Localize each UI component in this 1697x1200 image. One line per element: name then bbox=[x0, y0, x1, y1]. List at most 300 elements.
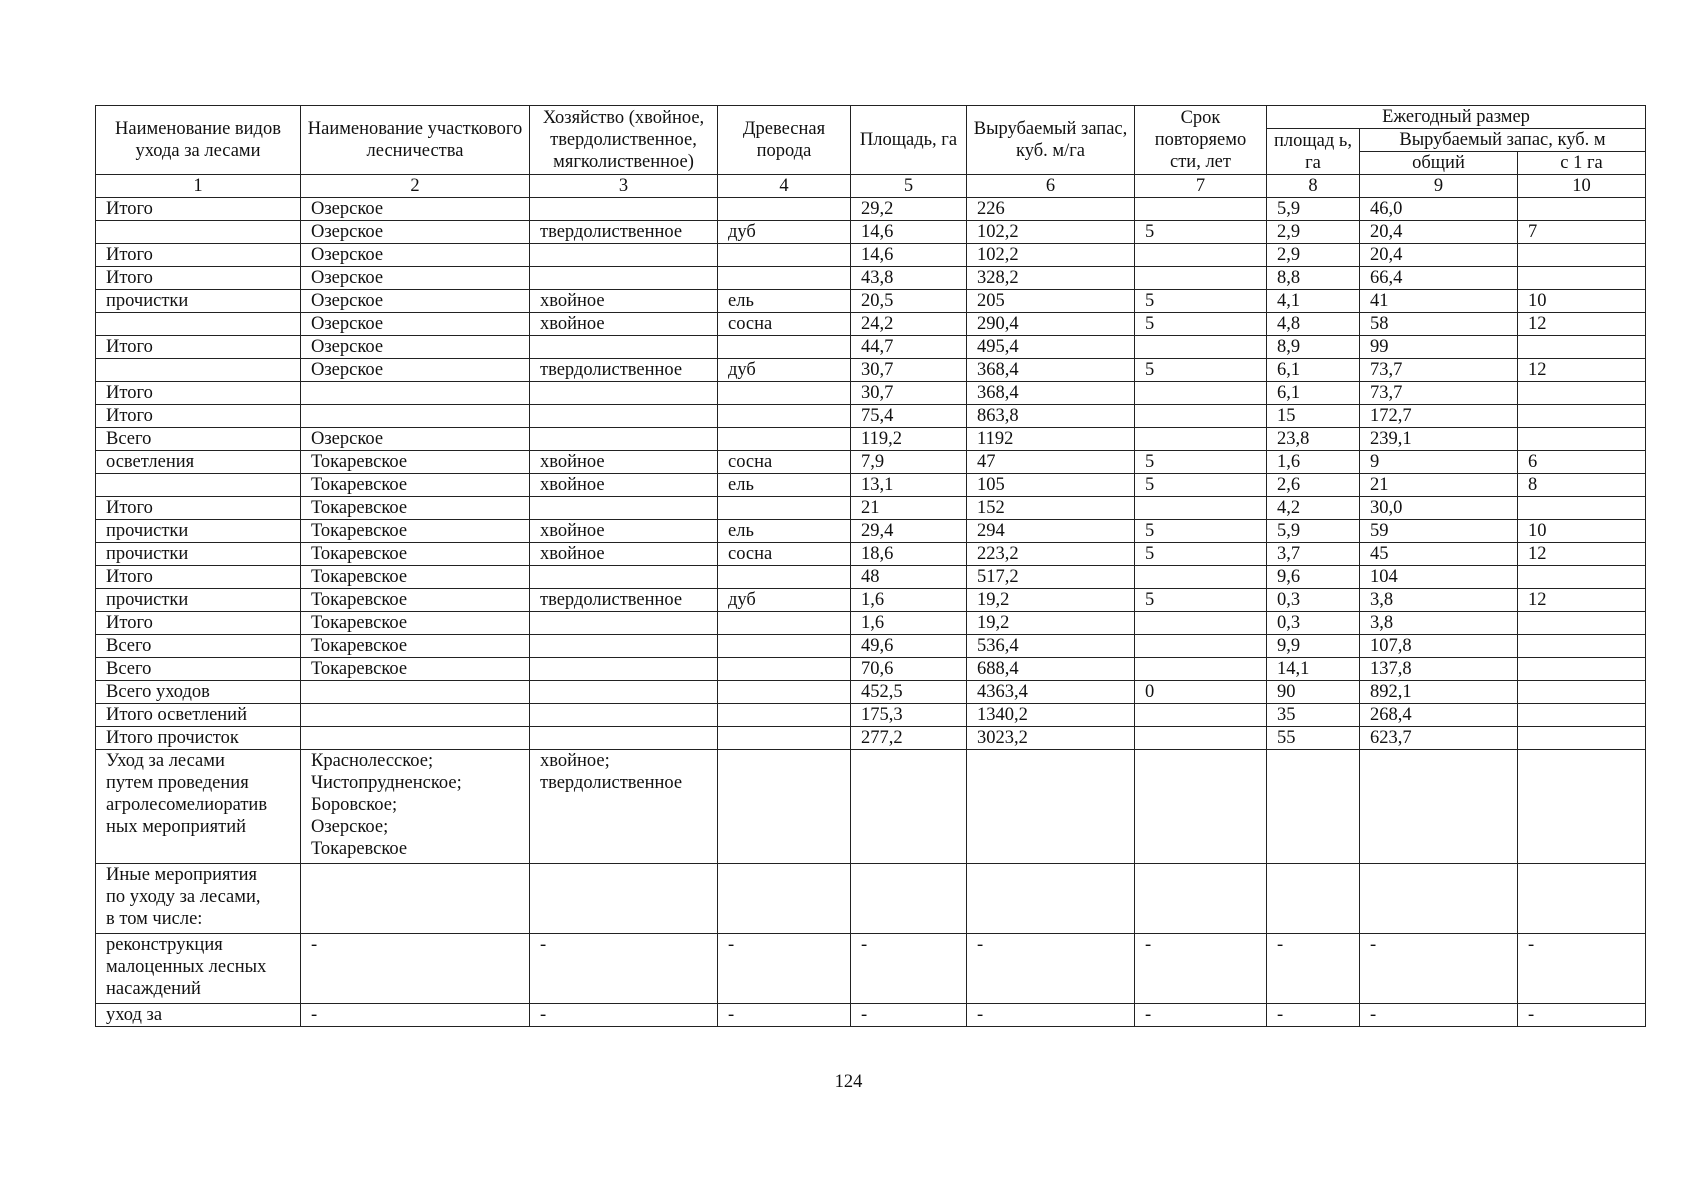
cell-care-type: Уход за лесами путем проведения агролесомелиоратив ных мероприятий bbox=[96, 750, 301, 864]
table-row bbox=[96, 635, 1646, 658]
cell-management bbox=[530, 864, 718, 934]
cell-management bbox=[530, 612, 718, 635]
cell-management: твердолиственное bbox=[530, 589, 718, 612]
cell-tree-species bbox=[718, 635, 851, 658]
cell-tree-species bbox=[718, 198, 851, 221]
cell-stock-per-ha bbox=[1518, 198, 1646, 221]
cell-forestry: Токаревское bbox=[301, 566, 530, 589]
cell-annual-area: 4,2 bbox=[1267, 497, 1360, 520]
cell-care-type: Итого bbox=[96, 382, 301, 405]
cell-felled-stock: 368,4 bbox=[967, 382, 1135, 405]
cell-management: хвойное bbox=[530, 543, 718, 566]
cell-annual-area: 9,9 bbox=[1267, 635, 1360, 658]
cell-forestry bbox=[301, 382, 530, 405]
cell-management: хвойное bbox=[530, 474, 718, 497]
header-tree-species: Древесная порода bbox=[718, 106, 851, 175]
cell-area: 24,2 bbox=[851, 313, 967, 336]
cell-forestry: Токаревское bbox=[301, 658, 530, 681]
cell-area: 21 bbox=[851, 497, 967, 520]
cell-stock-total: 892,1 bbox=[1360, 681, 1518, 704]
cell-management bbox=[530, 497, 718, 520]
cell-forestry: Токаревское bbox=[301, 589, 530, 612]
cell-stock-per-ha: 10 bbox=[1518, 290, 1646, 313]
cell-forestry: Озерское bbox=[301, 221, 530, 244]
cell-repeat-period bbox=[1135, 750, 1267, 864]
cell-care-type: уход за bbox=[96, 1004, 301, 1027]
cell-stock-per-ha: 12 bbox=[1518, 359, 1646, 382]
cell-tree-species bbox=[718, 727, 851, 750]
column-number: 9 bbox=[1360, 175, 1518, 198]
cell-stock-total: 20,4 bbox=[1360, 244, 1518, 267]
cell-area: 277,2 bbox=[851, 727, 967, 750]
cell-tree-species: дуб bbox=[718, 589, 851, 612]
cell-stock-per-ha bbox=[1518, 336, 1646, 359]
table-row bbox=[96, 727, 1646, 750]
cell-felled-stock: 517,2 bbox=[967, 566, 1135, 589]
cell-felled-stock: 19,2 bbox=[967, 589, 1135, 612]
cell-stock-per-ha bbox=[1518, 864, 1646, 934]
column-number: 1 bbox=[96, 175, 301, 198]
cell-forestry bbox=[301, 727, 530, 750]
cell-repeat-period bbox=[1135, 612, 1267, 635]
cell-annual-area: 14,1 bbox=[1267, 658, 1360, 681]
cell-felled-stock: 495,4 bbox=[967, 336, 1135, 359]
cell-area: 44,7 bbox=[851, 336, 967, 359]
cell-forestry bbox=[301, 405, 530, 428]
cell-felled-stock: 226 bbox=[967, 198, 1135, 221]
table-row bbox=[96, 244, 1646, 267]
cell-area bbox=[851, 750, 967, 864]
cell-repeat-period: 5 bbox=[1135, 474, 1267, 497]
page-number: 124 bbox=[834, 1072, 863, 1092]
cell-forestry: Токаревское bbox=[301, 474, 530, 497]
column-number: 8 bbox=[1267, 175, 1360, 198]
cell-area: 1,6 bbox=[851, 612, 967, 635]
cell-forestry: Краснолесское; Чистопрудненское; Боровское; Озерское; Токаревское bbox=[301, 750, 530, 864]
cell-management: твердолиственное bbox=[530, 359, 718, 382]
cell-forestry: - bbox=[301, 934, 530, 1004]
cell-annual-area: 2,6 bbox=[1267, 474, 1360, 497]
header-felled-stock: Вырубаемый запас, куб. м/га bbox=[967, 106, 1135, 175]
cell-annual-area: 6,1 bbox=[1267, 382, 1360, 405]
table-row bbox=[96, 382, 1646, 405]
cell-stock-total: 172,7 bbox=[1360, 405, 1518, 428]
cell-care-type: Всего bbox=[96, 635, 301, 658]
cell-stock-total: 45 bbox=[1360, 543, 1518, 566]
cell-annual-area: 2,9 bbox=[1267, 221, 1360, 244]
table-row bbox=[96, 198, 1646, 221]
cell-repeat-period bbox=[1135, 658, 1267, 681]
cell-repeat-period bbox=[1135, 864, 1267, 934]
cell-care-type: прочистки bbox=[96, 589, 301, 612]
table-row bbox=[96, 520, 1646, 543]
cell-stock-per-ha: 12 bbox=[1518, 589, 1646, 612]
cell-repeat-period bbox=[1135, 244, 1267, 267]
cell-repeat-period bbox=[1135, 428, 1267, 451]
cell-annual-area: 55 bbox=[1267, 727, 1360, 750]
cell-repeat-period bbox=[1135, 405, 1267, 428]
cell-care-type: Всего bbox=[96, 428, 301, 451]
cell-felled-stock: 328,2 bbox=[967, 267, 1135, 290]
cell-care-type: Итого bbox=[96, 566, 301, 589]
cell-annual-area: 8,8 bbox=[1267, 267, 1360, 290]
cell-felled-stock bbox=[967, 750, 1135, 864]
cell-care-type: прочистки bbox=[96, 543, 301, 566]
cell-care-type: Всего bbox=[96, 658, 301, 681]
table-row bbox=[96, 451, 1646, 474]
cell-stock-total: 3,8 bbox=[1360, 589, 1518, 612]
table-body bbox=[96, 175, 1646, 1027]
cell-repeat-period bbox=[1135, 566, 1267, 589]
cell-felled-stock: 102,2 bbox=[967, 221, 1135, 244]
cell-tree-species bbox=[718, 497, 851, 520]
cell-care-type: Итого осветлений bbox=[96, 704, 301, 727]
cell-stock-total: 9 bbox=[1360, 451, 1518, 474]
cell-care-type: реконструкция малоценных лесных насаждений bbox=[96, 934, 301, 1004]
cell-annual-area: 0,3 bbox=[1267, 612, 1360, 635]
cell-forestry: Озерское bbox=[301, 359, 530, 382]
cell-area: 75,4 bbox=[851, 405, 967, 428]
cell-annual-area bbox=[1267, 750, 1360, 864]
table-row bbox=[96, 934, 1646, 1004]
cell-felled-stock: 152 bbox=[967, 497, 1135, 520]
cell-felled-stock: 290,4 bbox=[967, 313, 1135, 336]
cell-area: 14,6 bbox=[851, 221, 967, 244]
column-number: 10 bbox=[1518, 175, 1646, 198]
cell-felled-stock: 47 bbox=[967, 451, 1135, 474]
cell-repeat-period bbox=[1135, 382, 1267, 405]
cell-tree-species: дуб bbox=[718, 359, 851, 382]
cell-annual-area: 35 bbox=[1267, 704, 1360, 727]
cell-management: хвойное bbox=[530, 313, 718, 336]
cell-felled-stock: 102,2 bbox=[967, 244, 1135, 267]
cell-forestry: Озерское bbox=[301, 198, 530, 221]
cell-tree-species bbox=[718, 336, 851, 359]
cell-area: 119,2 bbox=[851, 428, 967, 451]
column-number: 6 bbox=[967, 175, 1135, 198]
cell-annual-area: - bbox=[1267, 934, 1360, 1004]
cell-felled-stock bbox=[967, 864, 1135, 934]
cell-annual-area: 3,7 bbox=[1267, 543, 1360, 566]
cell-care-type: прочистки bbox=[96, 290, 301, 313]
cell-annual-area: - bbox=[1267, 1004, 1360, 1027]
cell-felled-stock: 4363,4 bbox=[967, 681, 1135, 704]
cell-management: хвойное; твердолиственное bbox=[530, 750, 718, 864]
cell-management: - bbox=[530, 934, 718, 1004]
table-row bbox=[96, 290, 1646, 313]
cell-repeat-period bbox=[1135, 198, 1267, 221]
cell-area: 29,2 bbox=[851, 198, 967, 221]
cell-felled-stock: 3023,2 bbox=[967, 727, 1135, 750]
cell-annual-area: 90 bbox=[1267, 681, 1360, 704]
cell-annual-area: 2,9 bbox=[1267, 244, 1360, 267]
cell-tree-species bbox=[718, 864, 851, 934]
cell-tree-species bbox=[718, 681, 851, 704]
cell-stock-total: 137,8 bbox=[1360, 658, 1518, 681]
table-row bbox=[96, 428, 1646, 451]
cell-stock-per-ha bbox=[1518, 497, 1646, 520]
cell-stock-total: 73,7 bbox=[1360, 382, 1518, 405]
cell-annual-area: 5,9 bbox=[1267, 198, 1360, 221]
cell-stock-total: 99 bbox=[1360, 336, 1518, 359]
header-stock-per-ha: с 1 га bbox=[1518, 152, 1646, 175]
cell-stock-total: 66,4 bbox=[1360, 267, 1518, 290]
forest-care-table bbox=[95, 105, 1646, 1027]
cell-stock-per-ha: 7 bbox=[1518, 221, 1646, 244]
cell-forestry bbox=[301, 704, 530, 727]
cell-management bbox=[530, 658, 718, 681]
cell-care-type bbox=[96, 313, 301, 336]
cell-repeat-period bbox=[1135, 336, 1267, 359]
table-row bbox=[96, 612, 1646, 635]
cell-repeat-period bbox=[1135, 497, 1267, 520]
cell-stock-per-ha: 10 bbox=[1518, 520, 1646, 543]
column-number: 7 bbox=[1135, 175, 1267, 198]
header-care-type: Наименование видов ухода за лесами bbox=[96, 106, 301, 175]
cell-management bbox=[530, 382, 718, 405]
cell-care-type: Итого bbox=[96, 336, 301, 359]
table-row bbox=[96, 405, 1646, 428]
cell-stock-per-ha bbox=[1518, 612, 1646, 635]
cell-stock-per-ha bbox=[1518, 267, 1646, 290]
cell-area: 30,7 bbox=[851, 382, 967, 405]
cell-felled-stock: 1340,2 bbox=[967, 704, 1135, 727]
cell-area: 48 bbox=[851, 566, 967, 589]
cell-management: - bbox=[530, 1004, 718, 1027]
cell-tree-species: ель bbox=[718, 290, 851, 313]
table-header bbox=[96, 106, 1646, 175]
cell-tree-species bbox=[718, 267, 851, 290]
cell-care-type bbox=[96, 474, 301, 497]
cell-care-type: Итого bbox=[96, 244, 301, 267]
cell-care-type: прочистки bbox=[96, 520, 301, 543]
cell-tree-species bbox=[718, 566, 851, 589]
header-stock: Вырубаемый запас, куб. м bbox=[1360, 129, 1646, 152]
cell-area: 30,7 bbox=[851, 359, 967, 382]
cell-annual-area: 4,1 bbox=[1267, 290, 1360, 313]
cell-management bbox=[530, 566, 718, 589]
cell-stock-per-ha: - bbox=[1518, 1004, 1646, 1027]
cell-stock-per-ha bbox=[1518, 750, 1646, 864]
cell-stock-total bbox=[1360, 864, 1518, 934]
table-row bbox=[96, 221, 1646, 244]
cell-forestry: Озерское bbox=[301, 290, 530, 313]
cell-tree-species bbox=[718, 382, 851, 405]
cell-repeat-period: - bbox=[1135, 934, 1267, 1004]
cell-management: хвойное bbox=[530, 290, 718, 313]
header-repeat-period: Срок повторяемо сти, лет bbox=[1135, 106, 1267, 175]
cell-felled-stock: 19,2 bbox=[967, 612, 1135, 635]
cell-area: 14,6 bbox=[851, 244, 967, 267]
cell-felled-stock: 294 bbox=[967, 520, 1135, 543]
header-annual-size: Ежегодный размер bbox=[1267, 106, 1646, 129]
cell-tree-species: сосна bbox=[718, 313, 851, 336]
table-row bbox=[96, 864, 1646, 934]
cell-stock-total: 268,4 bbox=[1360, 704, 1518, 727]
cell-stock-per-ha: 6 bbox=[1518, 451, 1646, 474]
cell-tree-species bbox=[718, 405, 851, 428]
cell-area: 452,5 bbox=[851, 681, 967, 704]
cell-stock-per-ha: 12 bbox=[1518, 313, 1646, 336]
cell-annual-area: 8,9 bbox=[1267, 336, 1360, 359]
cell-tree-species: - bbox=[718, 1004, 851, 1027]
cell-annual-area: 0,3 bbox=[1267, 589, 1360, 612]
cell-area: - bbox=[851, 934, 967, 1004]
table-row bbox=[96, 474, 1646, 497]
cell-stock-per-ha: - bbox=[1518, 934, 1646, 1004]
table-row bbox=[96, 704, 1646, 727]
cell-annual-area: 15 bbox=[1267, 405, 1360, 428]
cell-annual-area: 9,6 bbox=[1267, 566, 1360, 589]
cell-area: 1,6 bbox=[851, 589, 967, 612]
cell-stock-total: 59 bbox=[1360, 520, 1518, 543]
table-row bbox=[96, 589, 1646, 612]
cell-tree-species: сосна bbox=[718, 451, 851, 474]
cell-repeat-period: 5 bbox=[1135, 451, 1267, 474]
column-number: 5 bbox=[851, 175, 967, 198]
cell-felled-stock: - bbox=[967, 1004, 1135, 1027]
cell-forestry: Токаревское bbox=[301, 543, 530, 566]
cell-care-type: Иные мероприятия по уходу за лесами, в том числе: bbox=[96, 864, 301, 934]
cell-tree-species: сосна bbox=[718, 543, 851, 566]
cell-stock-per-ha bbox=[1518, 244, 1646, 267]
cell-repeat-period: 5 bbox=[1135, 359, 1267, 382]
cell-area: 70,6 bbox=[851, 658, 967, 681]
cell-felled-stock: 205 bbox=[967, 290, 1135, 313]
cell-felled-stock: 688,4 bbox=[967, 658, 1135, 681]
cell-felled-stock: 223,2 bbox=[967, 543, 1135, 566]
cell-management bbox=[530, 336, 718, 359]
cell-annual-area: 6,1 bbox=[1267, 359, 1360, 382]
cell-tree-species: ель bbox=[718, 520, 851, 543]
cell-stock-per-ha bbox=[1518, 405, 1646, 428]
cell-care-type: Итого bbox=[96, 497, 301, 520]
cell-forestry: Токаревское bbox=[301, 497, 530, 520]
cell-forestry bbox=[301, 681, 530, 704]
table-row bbox=[96, 658, 1646, 681]
cell-stock-total: 3,8 bbox=[1360, 612, 1518, 635]
table-row bbox=[96, 1004, 1646, 1027]
cell-forestry bbox=[301, 864, 530, 934]
cell-stock-total bbox=[1360, 750, 1518, 864]
column-number: 2 bbox=[301, 175, 530, 198]
cell-tree-species bbox=[718, 750, 851, 864]
cell-management bbox=[530, 198, 718, 221]
cell-forestry: Озерское bbox=[301, 267, 530, 290]
cell-stock-per-ha bbox=[1518, 428, 1646, 451]
cell-area: 20,5 bbox=[851, 290, 967, 313]
cell-care-type bbox=[96, 359, 301, 382]
cell-forestry: Озерское bbox=[301, 336, 530, 359]
cell-forestry: Токаревское bbox=[301, 612, 530, 635]
cell-stock-total: 107,8 bbox=[1360, 635, 1518, 658]
cell-area: 29,4 bbox=[851, 520, 967, 543]
cell-repeat-period bbox=[1135, 727, 1267, 750]
cell-forestry: Токаревское bbox=[301, 451, 530, 474]
cell-repeat-period: 5 bbox=[1135, 589, 1267, 612]
cell-annual-area: 4,8 bbox=[1267, 313, 1360, 336]
cell-tree-species bbox=[718, 658, 851, 681]
cell-tree-species bbox=[718, 704, 851, 727]
header-forestry: Наименование участкового лесничества bbox=[301, 106, 530, 175]
header-annual-area: площад ь, га bbox=[1267, 129, 1360, 175]
cell-management: хвойное bbox=[530, 520, 718, 543]
cell-area: 43,8 bbox=[851, 267, 967, 290]
cell-area: 49,6 bbox=[851, 635, 967, 658]
cell-care-type: Итого bbox=[96, 198, 301, 221]
cell-area: 13,1 bbox=[851, 474, 967, 497]
cell-forestry: Токаревское bbox=[301, 635, 530, 658]
cell-stock-per-ha bbox=[1518, 658, 1646, 681]
cell-area: - bbox=[851, 1004, 967, 1027]
table-row bbox=[96, 336, 1646, 359]
cell-stock-per-ha bbox=[1518, 727, 1646, 750]
cell-management bbox=[530, 704, 718, 727]
cell-repeat-period bbox=[1135, 267, 1267, 290]
cell-tree-species bbox=[718, 244, 851, 267]
column-numbers-row bbox=[96, 175, 1646, 198]
table-row bbox=[96, 313, 1646, 336]
cell-management: хвойное bbox=[530, 451, 718, 474]
cell-repeat-period: 5 bbox=[1135, 543, 1267, 566]
cell-area bbox=[851, 864, 967, 934]
cell-management bbox=[530, 428, 718, 451]
cell-stock-total: 623,7 bbox=[1360, 727, 1518, 750]
cell-area: 18,6 bbox=[851, 543, 967, 566]
cell-repeat-period: - bbox=[1135, 1004, 1267, 1027]
cell-care-type bbox=[96, 221, 301, 244]
cell-stock-total: 73,7 bbox=[1360, 359, 1518, 382]
table-row bbox=[96, 681, 1646, 704]
cell-repeat-period: 5 bbox=[1135, 221, 1267, 244]
cell-care-type: Итого bbox=[96, 405, 301, 428]
cell-stock-per-ha bbox=[1518, 704, 1646, 727]
cell-felled-stock: - bbox=[967, 934, 1135, 1004]
cell-forestry: Озерское bbox=[301, 313, 530, 336]
cell-management bbox=[530, 727, 718, 750]
cell-forestry: Озерское bbox=[301, 244, 530, 267]
table-row bbox=[96, 497, 1646, 520]
cell-annual-area: 5,9 bbox=[1267, 520, 1360, 543]
cell-forestry: - bbox=[301, 1004, 530, 1027]
cell-stock-per-ha bbox=[1518, 681, 1646, 704]
cell-area: 175,3 bbox=[851, 704, 967, 727]
cell-felled-stock: 536,4 bbox=[967, 635, 1135, 658]
cell-area: 7,9 bbox=[851, 451, 967, 474]
column-number: 4 bbox=[718, 175, 851, 198]
cell-repeat-period bbox=[1135, 704, 1267, 727]
cell-stock-total: 58 bbox=[1360, 313, 1518, 336]
cell-care-type: Итого bbox=[96, 612, 301, 635]
cell-management bbox=[530, 244, 718, 267]
cell-repeat-period: 0 bbox=[1135, 681, 1267, 704]
header-area: Площадь, га bbox=[851, 106, 967, 175]
cell-stock-total: 239,1 bbox=[1360, 428, 1518, 451]
cell-felled-stock: 1192 bbox=[967, 428, 1135, 451]
table-row bbox=[96, 543, 1646, 566]
header-stock-total: общий bbox=[1360, 152, 1518, 175]
cell-stock-per-ha: 12 bbox=[1518, 543, 1646, 566]
cell-care-type: Всего уходов bbox=[96, 681, 301, 704]
column-number: 3 bbox=[530, 175, 718, 198]
cell-annual-area: 23,8 bbox=[1267, 428, 1360, 451]
cell-stock-total: - bbox=[1360, 934, 1518, 1004]
cell-stock-total: - bbox=[1360, 1004, 1518, 1027]
cell-stock-total: 21 bbox=[1360, 474, 1518, 497]
cell-tree-species: ель bbox=[718, 474, 851, 497]
cell-forestry: Токаревское bbox=[301, 520, 530, 543]
cell-stock-total: 20,4 bbox=[1360, 221, 1518, 244]
